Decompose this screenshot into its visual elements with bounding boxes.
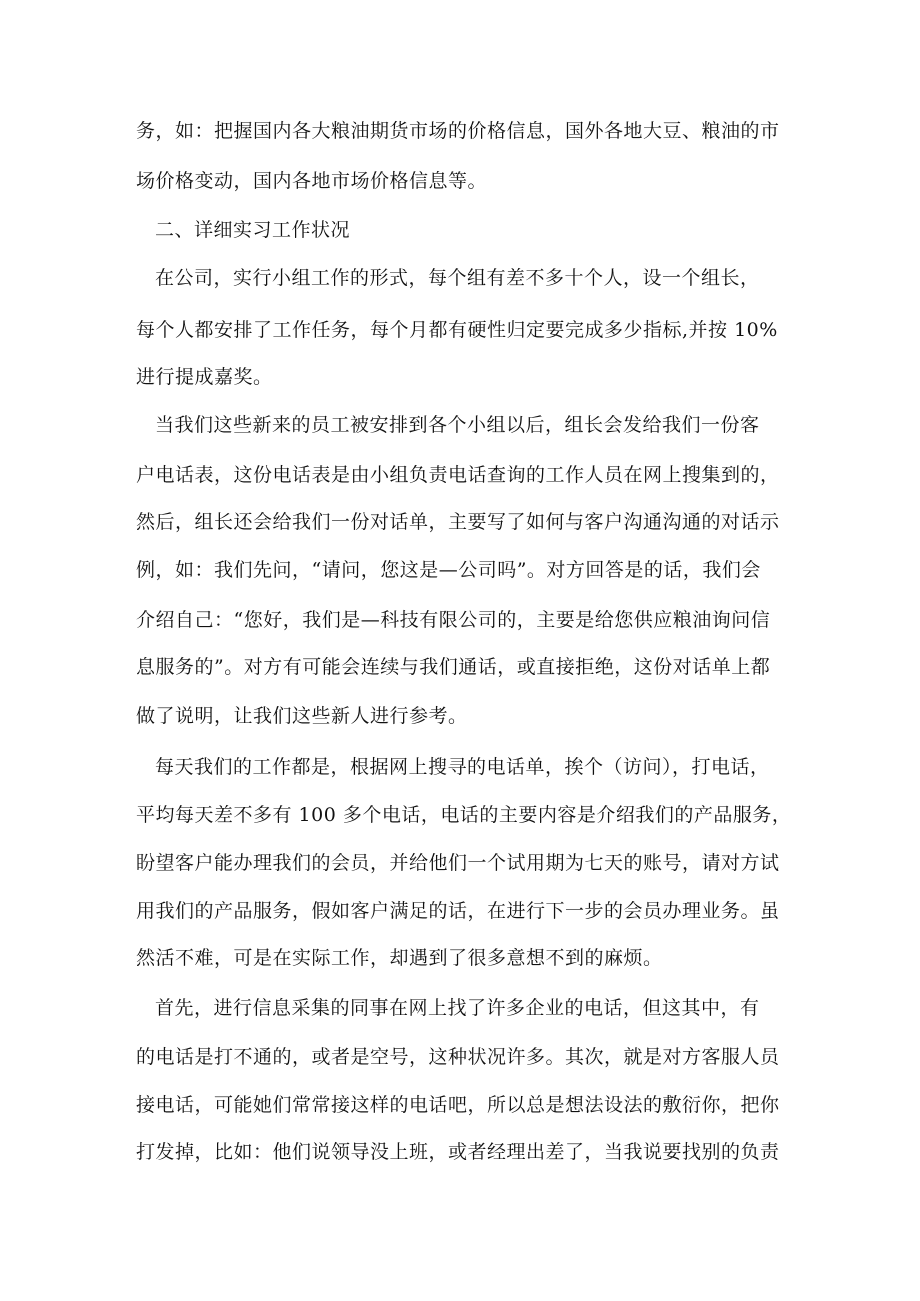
body-text-line: 平均每天差不多有 100 多个电话，电话的主要内容是介绍我们的产品服务， — [136, 804, 792, 826]
body-text-line: 的电话是打不通的，或者是空号，这种状况许多。其次，就是对方客服人员 — [136, 1046, 780, 1068]
body-text-line: 然活不难，可是在实际工作，却遇到了很多意想不到的麻烦。 — [136, 947, 663, 969]
body-text-line: 息服务的”。对方有可能会连续与我们通话，或直接拒绝，这份对话单上都 — [136, 656, 771, 678]
body-text-line: 当我们这些新来的员工被安排到各个小组以后，组长会发给我们一份客 — [155, 414, 760, 436]
body-text-line: 介绍自己：“您好，我们是—科技有限公司的，主要是给您供应粮油询问信 — [136, 609, 771, 631]
body-text-line: 务，如：把握国内各大粮油期货市场的价格信息，国外各地大豆、粮油的市 — [136, 120, 780, 142]
body-text-line: 进行提成嘉奖。 — [136, 366, 273, 388]
body-text-line: 接电话，可能她们常常接这样的电话吧，所以总是想法设法的敷衍你，把你 — [136, 1094, 780, 1116]
body-text-line: 每个人都安排了工作任务，每个月都有硬性归定要完成多少指标,并按 10% — [136, 319, 778, 341]
body-text-line: 用我们的产品服务，假如客户满足的话，在进行下一步的会员办理业务。虽 — [136, 900, 780, 922]
section-heading: 二、详细实习工作状况 — [155, 219, 351, 241]
body-text-line: 每天我们的工作都是，根据网上搜寻的电话单，挨个（访问），打电话， — [155, 756, 770, 778]
body-text-line: 打发掉，比如：他们说领导没上班，或者经理出差了，当我说要找别的负责 — [136, 1141, 780, 1163]
body-text-line: 盼望客户能办理我们的会员，并给他们一个试用期为七天的账号，请对方试 — [136, 852, 780, 874]
body-text-line: 场价格变动，国内各地市场价格信息等。 — [136, 170, 488, 192]
body-text-line: 在公司，实行小组工作的形式，每个组有差不多十个人，设一个组长， — [155, 267, 760, 289]
body-text-line: 例，如：我们先问，“请问，您这是—公司吗”。对方回答是的话，我们会 — [136, 559, 761, 581]
body-text-line: 然后，组长还会给我们一份对话单，主要写了如何与客户沟通沟通的对话示 — [136, 511, 780, 533]
body-text-line: 首先，进行信息采集的同事在网上找了许多企业的电话，但这其中，有 — [155, 997, 760, 1019]
body-text-line: 做了说明，让我们这些新人进行参考。 — [136, 705, 468, 727]
body-text-line: 户电话表，这份电话表是由小组负责电话查询的工作人员在网上搜集到的， — [136, 464, 780, 486]
